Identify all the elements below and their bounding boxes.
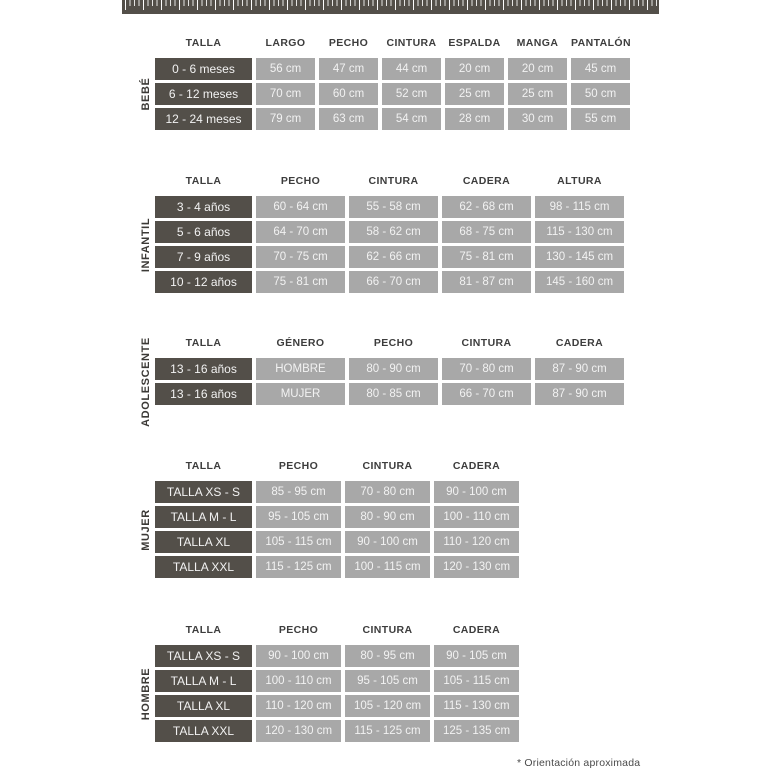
size-label-cell: 13 - 16 años bbox=[155, 358, 252, 380]
measurement-cell: 63 cm bbox=[319, 108, 378, 130]
measurement-cell: 64 - 70 cm bbox=[256, 221, 345, 243]
size-label-cell: TALLA XXL bbox=[155, 720, 252, 742]
measurement-cell: 70 - 80 cm bbox=[345, 481, 430, 503]
column-header: CINTURA bbox=[362, 460, 413, 472]
measurement-cell: 105 - 115 cm bbox=[256, 531, 341, 553]
column-header: CINTURA bbox=[362, 624, 413, 636]
measurement-cell: 145 - 160 cm bbox=[535, 271, 624, 293]
measurement-cell: 95 - 105 cm bbox=[256, 506, 341, 528]
column-header-row bbox=[155, 174, 624, 188]
section-hombre bbox=[140, 623, 519, 742]
measurement-cell: 20 cm bbox=[508, 58, 567, 80]
table-body bbox=[155, 358, 624, 405]
size-label-cell: TALLA XXL bbox=[155, 556, 252, 578]
column-header: CADERA bbox=[452, 624, 501, 636]
column-header: GÉNERO bbox=[276, 337, 325, 349]
measurement-cell: HOMBRE bbox=[256, 358, 345, 380]
measurement-cell: 85 - 95 cm bbox=[256, 481, 341, 503]
measurement-cell: 55 cm bbox=[571, 108, 630, 130]
measurement-cell: 90 - 100 cm bbox=[345, 531, 430, 553]
column-header: TALLA bbox=[185, 175, 222, 187]
size-label-cell: TALLA XL bbox=[155, 531, 252, 553]
column-header: PECHO bbox=[373, 337, 414, 349]
measurement-cell: 55 - 58 cm bbox=[349, 196, 438, 218]
section-mujer bbox=[140, 459, 519, 578]
section-label-text: HOMBRE bbox=[140, 667, 152, 720]
measurement-cell: 125 - 135 cm bbox=[434, 720, 519, 742]
measurement-cell: 110 - 120 cm bbox=[256, 695, 341, 717]
measurement-cell: 100 - 115 cm bbox=[345, 556, 430, 578]
measurement-cell: 80 - 90 cm bbox=[345, 506, 430, 528]
column-header-row bbox=[155, 336, 624, 350]
column-header: CADERA bbox=[452, 460, 501, 472]
table-body bbox=[155, 645, 519, 742]
measurement-cell: 98 - 115 cm bbox=[535, 196, 624, 218]
measuring-tape-ruler-icon bbox=[122, 0, 659, 14]
size-label-cell: 10 - 12 años bbox=[155, 271, 252, 293]
measurement-cell: 70 cm bbox=[256, 83, 315, 105]
section-label-text: BEBÉ bbox=[140, 77, 152, 111]
measurement-cell: 120 - 130 cm bbox=[434, 556, 519, 578]
measurement-cell: 79 cm bbox=[256, 108, 315, 130]
table-body bbox=[155, 58, 630, 130]
column-header: LARGO bbox=[265, 37, 306, 49]
column-header-row bbox=[155, 459, 519, 473]
column-header: CINTURA bbox=[461, 337, 512, 349]
size-label-cell: TALLA M - L bbox=[155, 670, 252, 692]
measurement-cell: 70 - 75 cm bbox=[256, 246, 345, 268]
size-label-cell: 3 - 4 años bbox=[155, 196, 252, 218]
section-label-text: ADOLESCENTE bbox=[140, 336, 152, 427]
section-infantil bbox=[140, 174, 624, 293]
column-header-row bbox=[155, 623, 519, 637]
column-header: CADERA bbox=[555, 337, 604, 349]
measurement-cell: 110 - 120 cm bbox=[434, 531, 519, 553]
column-header: PECHO bbox=[278, 460, 319, 472]
size-label-cell: 13 - 16 años bbox=[155, 383, 252, 405]
measurement-cell: 120 - 130 cm bbox=[256, 720, 341, 742]
measurement-cell: 90 - 100 cm bbox=[256, 645, 341, 667]
measurement-cell: 68 - 75 cm bbox=[442, 221, 531, 243]
measurement-cell: 60 - 64 cm bbox=[256, 196, 345, 218]
column-header: PECHO bbox=[278, 624, 319, 636]
size-label-cell: 5 - 6 años bbox=[155, 221, 252, 243]
measurement-cell: 66 - 70 cm bbox=[349, 271, 438, 293]
measurement-cell: 58 - 62 cm bbox=[349, 221, 438, 243]
measurement-cell: 45 cm bbox=[571, 58, 630, 80]
column-header: MANGA bbox=[516, 37, 559, 49]
section-adolescente bbox=[140, 336, 624, 427]
measurement-cell: 50 cm bbox=[571, 83, 630, 105]
measurement-cell: 66 - 70 cm bbox=[442, 383, 531, 405]
measurement-cell: 62 - 68 cm bbox=[442, 196, 531, 218]
measurement-cell: 20 cm bbox=[445, 58, 504, 80]
size-label-cell: TALLA XS - S bbox=[155, 645, 252, 667]
size-label-cell: TALLA XL bbox=[155, 695, 252, 717]
measurement-cell: 81 - 87 cm bbox=[442, 271, 531, 293]
measurement-cell: 52 cm bbox=[382, 83, 441, 105]
measurement-cell: 44 cm bbox=[382, 58, 441, 80]
size-label-cell: 7 - 9 años bbox=[155, 246, 252, 268]
measurement-cell: 105 - 120 cm bbox=[345, 695, 430, 717]
measurement-cell: 54 cm bbox=[382, 108, 441, 130]
column-header: PANTALÓN bbox=[571, 37, 631, 49]
measurement-cell: 90 - 105 cm bbox=[434, 645, 519, 667]
measurement-cell: 80 - 95 cm bbox=[345, 645, 430, 667]
column-header: ALTURA bbox=[557, 175, 602, 187]
measurement-cell: 130 - 145 cm bbox=[535, 246, 624, 268]
size-label-cell: TALLA M - L bbox=[155, 506, 252, 528]
measurement-cell: 47 cm bbox=[319, 58, 378, 80]
measurement-cell: 95 - 105 cm bbox=[345, 670, 430, 692]
column-header-row bbox=[155, 36, 630, 50]
measurement-cell: 75 - 81 cm bbox=[256, 271, 345, 293]
footnote: * Orientación aproximada bbox=[517, 757, 641, 769]
column-header: CADERA bbox=[462, 175, 511, 187]
measurement-cell: 100 - 110 cm bbox=[256, 670, 341, 692]
column-header: TALLA bbox=[185, 460, 222, 472]
measurement-cell: 115 - 125 cm bbox=[345, 720, 430, 742]
measurement-cell: 25 cm bbox=[508, 83, 567, 105]
measurement-cell: 80 - 90 cm bbox=[349, 358, 438, 380]
measurement-cell: MUJER bbox=[256, 383, 345, 405]
section-label-text: MUJER bbox=[140, 508, 152, 551]
column-header: PECHO bbox=[328, 37, 369, 49]
measurement-cell: 90 - 100 cm bbox=[434, 481, 519, 503]
column-header: CINTURA bbox=[386, 37, 437, 49]
column-header: PECHO bbox=[280, 175, 321, 187]
section-label-text: INFANTIL bbox=[140, 217, 152, 272]
measurement-cell: 56 cm bbox=[256, 58, 315, 80]
measurement-cell: 60 cm bbox=[319, 83, 378, 105]
measurement-cell: 115 - 125 cm bbox=[256, 556, 341, 578]
section-bebe bbox=[140, 36, 631, 130]
table-body bbox=[155, 481, 519, 578]
measurement-cell: 115 - 130 cm bbox=[434, 695, 519, 717]
table-body bbox=[155, 196, 624, 293]
size-label-cell: 12 - 24 meses bbox=[155, 108, 252, 130]
measurement-cell: 100 - 110 cm bbox=[434, 506, 519, 528]
measurement-cell: 62 - 66 cm bbox=[349, 246, 438, 268]
size-label-cell: 6 - 12 meses bbox=[155, 83, 252, 105]
measurement-cell: 105 - 115 cm bbox=[434, 670, 519, 692]
size-label-cell: TALLA XS - S bbox=[155, 481, 252, 503]
column-header: CINTURA bbox=[368, 175, 419, 187]
measurement-cell: 25 cm bbox=[445, 83, 504, 105]
measurement-cell: 80 - 85 cm bbox=[349, 383, 438, 405]
measurement-cell: 87 - 90 cm bbox=[535, 383, 624, 405]
measurement-cell: 70 - 80 cm bbox=[442, 358, 531, 380]
measurement-cell: 75 - 81 cm bbox=[442, 246, 531, 268]
column-header: ESPALDA bbox=[448, 37, 501, 49]
measurement-cell: 28 cm bbox=[445, 108, 504, 130]
measurement-cell: 115 - 130 cm bbox=[535, 221, 624, 243]
column-header: TALLA bbox=[185, 37, 222, 49]
size-label-cell: 0 - 6 meses bbox=[155, 58, 252, 80]
measurement-cell: 30 cm bbox=[508, 108, 567, 130]
column-header: TALLA bbox=[185, 337, 222, 349]
measurement-cell: 87 - 90 cm bbox=[535, 358, 624, 380]
column-header: TALLA bbox=[185, 624, 222, 636]
